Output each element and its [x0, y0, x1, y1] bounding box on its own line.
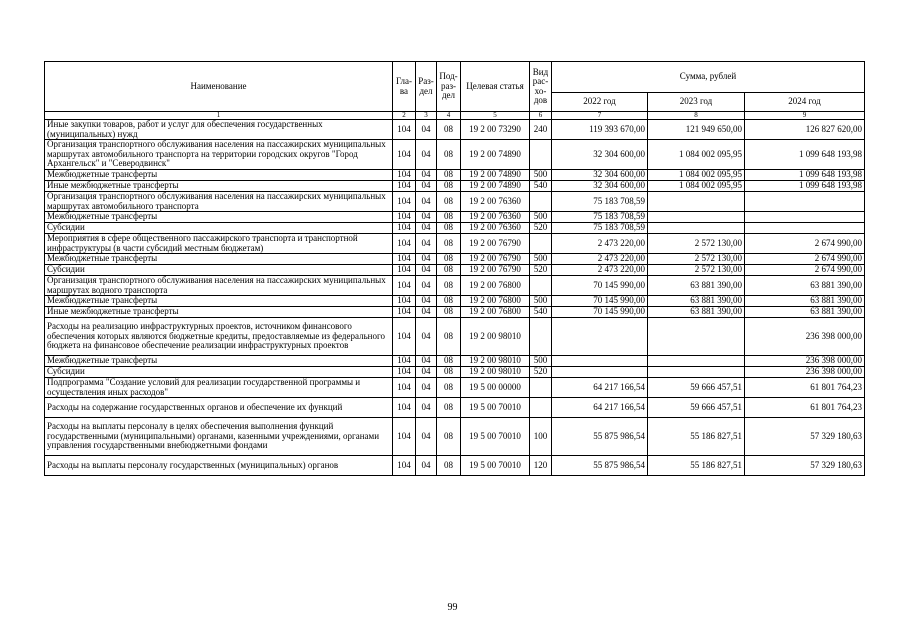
- row-sum-2022: 70 145 990,00: [552, 276, 648, 296]
- row-chapter: 104: [393, 367, 416, 378]
- row-target: 19 2 00 76800: [461, 276, 530, 296]
- row-name: Мероприятия в сфере общественного пассажирского транспорта и транспортной инфраструктуры (в части субсидий местным бюджетам): [45, 234, 393, 254]
- header-sum: Сумма, рублей: [552, 62, 865, 93]
- row-section: 04: [416, 212, 437, 223]
- row-sum-2022: [552, 318, 648, 356]
- row-subsection: 08: [437, 418, 461, 456]
- row-section: 04: [416, 170, 437, 181]
- row-sum-2023: 1 084 002 095,95: [648, 170, 745, 181]
- row-sum-2024: 236 398 000,00: [745, 356, 865, 367]
- row-sum-2024: [745, 212, 865, 223]
- table-row: [45, 378, 865, 398]
- row-sum-2022: 2 473 220,00: [552, 265, 648, 276]
- row-expense-type: 500: [530, 170, 552, 181]
- row-sum-2023: [648, 192, 745, 212]
- row-section: 04: [416, 140, 437, 170]
- col-number: 6: [530, 112, 552, 120]
- row-expense-type: 540: [530, 181, 552, 192]
- row-target: 19 2 00 74890: [461, 140, 530, 170]
- row-name: Межбюджетные трансферты: [45, 254, 393, 265]
- row-name: Межбюджетные трансферты: [45, 296, 393, 307]
- row-sum-2022: 70 145 990,00: [552, 307, 648, 318]
- col-number: 7: [552, 112, 648, 120]
- row-name: Организация транспортного обслуживания населения на пассажирских муниципальных маршрутах автомобильного транспорта: [45, 192, 393, 212]
- row-sum-2022: 75 183 708,59: [552, 223, 648, 234]
- row-target: 19 2 00 76790: [461, 254, 530, 265]
- row-name: Организация транспортного обслуживания населения на пассажирских муниципальных маршрутах автомобильного транспорта на территории городских округов "Город Архангельск" и "Северодвинск": [45, 140, 393, 170]
- table-row: [45, 212, 865, 223]
- row-chapter: 104: [393, 170, 416, 181]
- header-chapter: Гла-ва: [393, 62, 416, 112]
- table-row: [45, 456, 865, 476]
- row-sum-2023: [648, 212, 745, 223]
- row-sum-2023: 2 572 130,00: [648, 265, 745, 276]
- row-chapter: 104: [393, 356, 416, 367]
- row-subsection: 08: [437, 307, 461, 318]
- row-expense-type: [530, 276, 552, 296]
- row-chapter: 104: [393, 276, 416, 296]
- row-name: Организация транспортного обслуживания населения на пассажирских муниципальных маршрутах водного транспорта: [45, 276, 393, 296]
- table-row: [45, 307, 865, 318]
- row-expense-type: [530, 140, 552, 170]
- row-sum-2022: 32 304 600,00: [552, 170, 648, 181]
- row-target: 19 2 00 76800: [461, 296, 530, 307]
- row-chapter: 104: [393, 140, 416, 170]
- row-subsection: 08: [437, 318, 461, 356]
- row-target: 19 2 00 76790: [461, 234, 530, 254]
- row-expense-type: [530, 192, 552, 212]
- header-name: Наименование: [45, 62, 393, 112]
- row-chapter: 104: [393, 120, 416, 140]
- row-sum-2024: 1 099 648 193,98: [745, 140, 865, 170]
- row-section: 04: [416, 265, 437, 276]
- row-name: Субсидии: [45, 367, 393, 378]
- row-sum-2024: 236 398 000,00: [745, 318, 865, 356]
- header-year-2024: 2024 год: [745, 93, 865, 112]
- row-subsection: 08: [437, 356, 461, 367]
- row-target: 19 2 00 74890: [461, 181, 530, 192]
- row-sum-2024: 1 099 648 193,98: [745, 181, 865, 192]
- row-subsection: 08: [437, 212, 461, 223]
- row-chapter: 104: [393, 234, 416, 254]
- row-name: Субсидии: [45, 223, 393, 234]
- row-sum-2024: 2 674 990,00: [745, 254, 865, 265]
- col-number: 3: [416, 112, 437, 120]
- row-expense-type: 100: [530, 418, 552, 456]
- row-subsection: 08: [437, 398, 461, 418]
- row-chapter: 104: [393, 223, 416, 234]
- row-sum-2024: 61 801 764,23: [745, 398, 865, 418]
- row-target: 19 2 00 74890: [461, 170, 530, 181]
- row-sum-2023: 2 572 130,00: [648, 254, 745, 265]
- row-sum-2023: 59 666 457,51: [648, 398, 745, 418]
- row-subsection: 08: [437, 456, 461, 476]
- row-subsection: 08: [437, 170, 461, 181]
- row-expense-type: [530, 234, 552, 254]
- table-row: [45, 120, 865, 140]
- row-sum-2023: 63 881 390,00: [648, 276, 745, 296]
- row-sum-2024: 63 881 390,00: [745, 307, 865, 318]
- row-sum-2024: [745, 192, 865, 212]
- row-target: 19 2 00 76790: [461, 265, 530, 276]
- table-row: [45, 276, 865, 296]
- row-sum-2023: 55 186 827,51: [648, 418, 745, 456]
- row-section: 04: [416, 356, 437, 367]
- row-expense-type: 500: [530, 254, 552, 265]
- table-row: [45, 398, 865, 418]
- row-expense-type: 500: [530, 296, 552, 307]
- col-number: 5: [461, 112, 530, 120]
- row-name: Иные закупки товаров, работ и услуг для обеспечения государственных (муниципальных) нужд: [45, 120, 393, 140]
- table-row: [45, 170, 865, 181]
- row-chapter: 104: [393, 456, 416, 476]
- row-name: Расходы на выплаты персоналу в целях обеспечения выполнения функций государственными (муниципальными) органами, казенными учреждениями, органами управления государственными внебюджетными фондами: [45, 418, 393, 456]
- row-subsection: 08: [437, 378, 461, 398]
- table-row: [45, 418, 865, 456]
- row-target: 19 2 00 76800: [461, 307, 530, 318]
- row-name: Расходы на реализацию инфраструктурных проектов, источником финансового обеспечения которых являются бюджетные кредиты, предоставляемые из федерального бюджета на финансовое обеспечение реализации инфраструктурных проектов: [45, 318, 393, 356]
- row-section: 04: [416, 418, 437, 456]
- row-section: 04: [416, 192, 437, 212]
- table-row: [45, 234, 865, 254]
- row-subsection: 08: [437, 223, 461, 234]
- row-sum-2024: 63 881 390,00: [745, 296, 865, 307]
- row-chapter: 104: [393, 212, 416, 223]
- row-sum-2022: 2 473 220,00: [552, 234, 648, 254]
- row-sum-2024: 2 674 990,00: [745, 234, 865, 254]
- row-name: Расходы на выплаты персоналу государственных (муниципальных) органов: [45, 456, 393, 476]
- row-sum-2024: 1 099 648 193,98: [745, 170, 865, 181]
- row-name: Иные межбюджетные трансферты: [45, 307, 393, 318]
- row-sum-2024: 2 674 990,00: [745, 265, 865, 276]
- row-subsection: 08: [437, 367, 461, 378]
- row-target: 19 5 00 00000: [461, 378, 530, 398]
- row-chapter: 104: [393, 378, 416, 398]
- row-sum-2022: 55 875 986,54: [552, 418, 648, 456]
- row-target: 19 2 00 98010: [461, 356, 530, 367]
- row-section: 04: [416, 367, 437, 378]
- row-sum-2022: [552, 356, 648, 367]
- row-sum-2022: 64 217 166,54: [552, 398, 648, 418]
- row-sum-2022: 64 217 166,54: [552, 378, 648, 398]
- row-sum-2022: 2 473 220,00: [552, 254, 648, 265]
- row-expense-type: 120: [530, 456, 552, 476]
- row-expense-type: 500: [530, 212, 552, 223]
- row-sum-2024: [745, 223, 865, 234]
- row-sum-2023: 55 186 827,51: [648, 456, 745, 476]
- header-year-2022: 2022 год: [552, 93, 648, 112]
- row-chapter: 104: [393, 192, 416, 212]
- row-sum-2023: [648, 318, 745, 356]
- table-row: [45, 223, 865, 234]
- row-target: 19 2 00 76360: [461, 223, 530, 234]
- row-sum-2022: 119 393 670,00: [552, 120, 648, 140]
- row-expense-type: [530, 398, 552, 418]
- row-expense-type: 520: [530, 367, 552, 378]
- row-target: 19 2 00 76360: [461, 212, 530, 223]
- table-row: [45, 356, 865, 367]
- row-chapter: 104: [393, 265, 416, 276]
- row-sum-2022: 75 183 708,59: [552, 192, 648, 212]
- row-sum-2024: 57 329 180,63: [745, 456, 865, 476]
- row-chapter: 104: [393, 181, 416, 192]
- row-subsection: 08: [437, 276, 461, 296]
- row-sum-2023: 59 666 457,51: [648, 378, 745, 398]
- row-section: 04: [416, 254, 437, 265]
- row-name: Межбюджетные трансферты: [45, 170, 393, 181]
- header-target: Целевая статья: [461, 62, 530, 112]
- row-section: 04: [416, 296, 437, 307]
- col-number: 4: [437, 112, 461, 120]
- row-chapter: 104: [393, 254, 416, 265]
- row-expense-type: 500: [530, 356, 552, 367]
- row-sum-2022: 70 145 990,00: [552, 296, 648, 307]
- row-section: 04: [416, 456, 437, 476]
- row-section: 04: [416, 378, 437, 398]
- row-subsection: 08: [437, 296, 461, 307]
- table-body: [45, 120, 865, 476]
- row-expense-type: [530, 318, 552, 356]
- row-target: 19 5 00 70010: [461, 418, 530, 456]
- row-chapter: 104: [393, 418, 416, 456]
- row-target: 19 2 00 76360: [461, 192, 530, 212]
- row-section: 04: [416, 318, 437, 356]
- header-section: Раз-дел: [416, 62, 437, 112]
- row-name: Межбюджетные трансферты: [45, 212, 393, 223]
- row-section: 04: [416, 223, 437, 234]
- row-subsection: 08: [437, 234, 461, 254]
- row-sum-2022: 32 304 600,00: [552, 140, 648, 170]
- row-target: 19 2 00 98010: [461, 318, 530, 356]
- page-number: 99: [447, 602, 458, 613]
- row-name: Подпрограмма "Создание условий для реализации государственной программы и осуществления иных расходов": [45, 378, 393, 398]
- table-row: [45, 296, 865, 307]
- table-row: [45, 192, 865, 212]
- row-expense-type: 520: [530, 223, 552, 234]
- col-number: 9: [745, 112, 865, 120]
- row-section: 04: [416, 276, 437, 296]
- row-subsection: 08: [437, 254, 461, 265]
- row-sum-2022: 55 875 986,54: [552, 456, 648, 476]
- row-subsection: 08: [437, 120, 461, 140]
- row-subsection: 08: [437, 265, 461, 276]
- row-expense-type: [530, 378, 552, 398]
- header-year-2023: 2023 год: [648, 93, 745, 112]
- row-subsection: 08: [437, 192, 461, 212]
- row-section: 04: [416, 398, 437, 418]
- row-sum-2024: 236 398 000,00: [745, 367, 865, 378]
- table-row: [45, 265, 865, 276]
- row-target: 19 5 00 70010: [461, 398, 530, 418]
- row-subsection: 08: [437, 181, 461, 192]
- row-name: Расходы на содержание государственных органов и обеспечение их функций: [45, 398, 393, 418]
- row-sum-2023: 63 881 390,00: [648, 296, 745, 307]
- row-sum-2024: 63 881 390,00: [745, 276, 865, 296]
- col-number: 1: [45, 112, 393, 120]
- row-chapter: 104: [393, 398, 416, 418]
- row-chapter: 104: [393, 307, 416, 318]
- row-section: 04: [416, 234, 437, 254]
- row-section: 04: [416, 307, 437, 318]
- row-chapter: 104: [393, 318, 416, 356]
- col-number: 2: [393, 112, 416, 120]
- row-expense-type: 240: [530, 120, 552, 140]
- col-number: 8: [648, 112, 745, 120]
- table-row: [45, 140, 865, 170]
- row-section: 04: [416, 120, 437, 140]
- row-sum-2023: 121 949 650,00: [648, 120, 745, 140]
- row-sum-2024: 126 827 620,00: [745, 120, 865, 140]
- header-expense-type: Вид рас-хо-дов: [530, 62, 552, 112]
- row-expense-type: 520: [530, 265, 552, 276]
- row-name: Иные межбюджетные трансферты: [45, 181, 393, 192]
- row-sum-2023: [648, 367, 745, 378]
- table-row: [45, 254, 865, 265]
- row-target: 19 2 00 73290: [461, 120, 530, 140]
- row-target: 19 2 00 98010: [461, 367, 530, 378]
- row-section: 04: [416, 181, 437, 192]
- table-row: [45, 181, 865, 192]
- row-sum-2022: 75 183 708,59: [552, 212, 648, 223]
- row-sum-2023: 1 084 002 095,95: [648, 140, 745, 170]
- row-name: Субсидии: [45, 265, 393, 276]
- row-chapter: 104: [393, 296, 416, 307]
- row-sum-2023: [648, 356, 745, 367]
- row-sum-2024: 57 329 180,63: [745, 418, 865, 456]
- row-sum-2023: [648, 223, 745, 234]
- row-sum-2022: [552, 367, 648, 378]
- row-sum-2023: 63 881 390,00: [648, 307, 745, 318]
- row-expense-type: 540: [530, 307, 552, 318]
- row-sum-2023: 2 572 130,00: [648, 234, 745, 254]
- table-row: [45, 367, 865, 378]
- table-row: [45, 318, 865, 356]
- row-target: 19 5 00 70010: [461, 456, 530, 476]
- row-subsection: 08: [437, 140, 461, 170]
- header-subsection: Под-раз-дел: [437, 62, 461, 112]
- row-sum-2024: 61 801 764,23: [745, 378, 865, 398]
- row-name: Межбюджетные трансферты: [45, 356, 393, 367]
- row-sum-2022: 32 304 600,00: [552, 181, 648, 192]
- row-sum-2023: 1 084 002 095,95: [648, 181, 745, 192]
- budget-table: [44, 61, 865, 476]
